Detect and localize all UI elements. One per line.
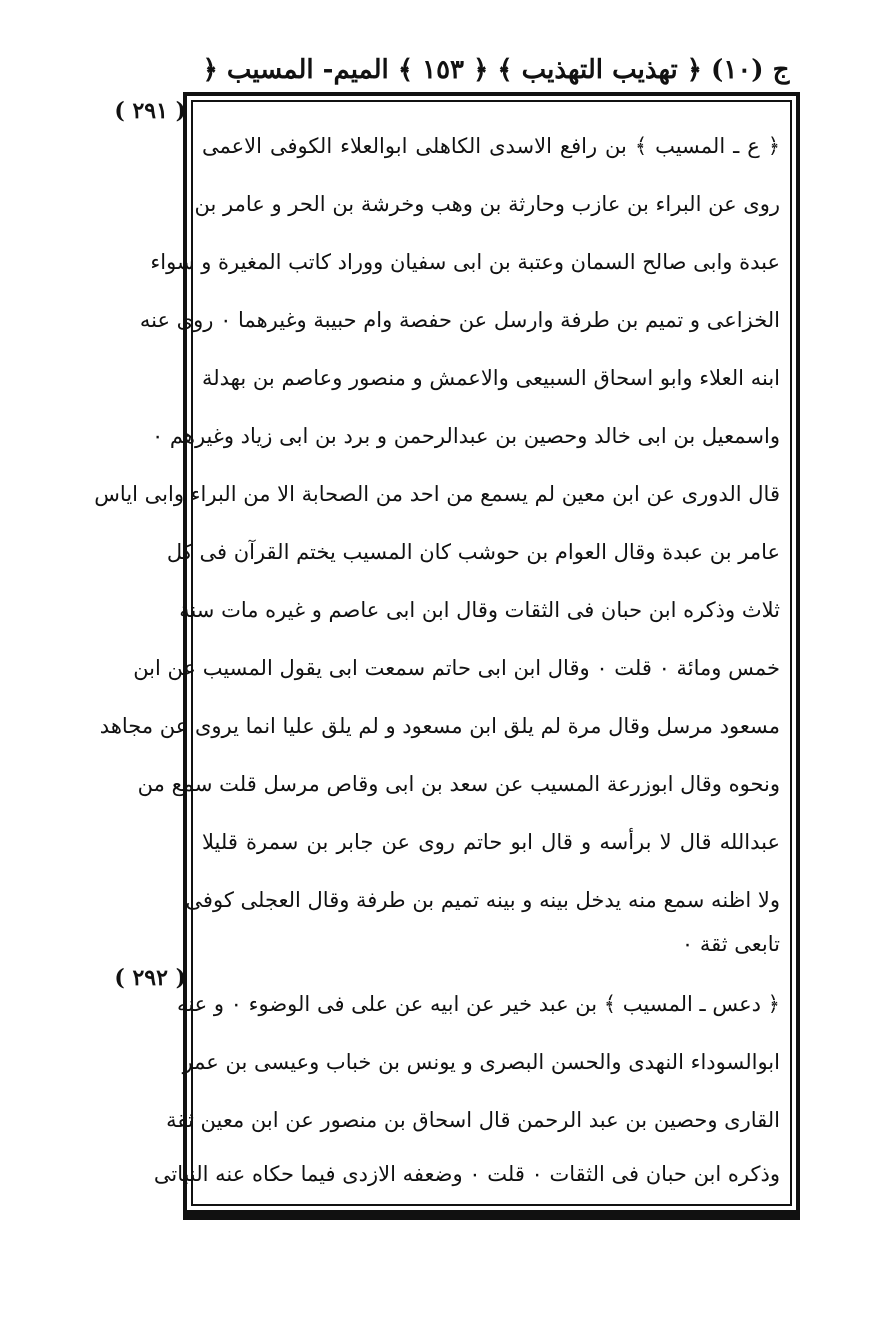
text-line: ابوالسوداء النهدی والحسن البصری و یونس بن خباب وعیسی بن عمر (182, 1050, 780, 1074)
text-line: ابنه العلاء وابو اسحاق السبیعی والاعمش و منصور وعاصم بن بهدلة (202, 366, 780, 390)
text-line: الخزاعی و تمیم بن طرفة وارسل عن حفصة وام حبیبة وغیرهما ۰ روی عنه (139, 308, 780, 332)
text-line: روی عن البراء بن عازب وحارثة بن وهب وخرشة بن الحر و عامر بن (194, 192, 780, 216)
text-line: ﴿ ع ـ المسیب ﴾ بن رافع الاسدی الکاهلی ابوالعلاء الکوفی الاعمی (202, 134, 780, 158)
text-line: عبدالله قال لا برأسه و قال ابو حاتم روی عن جابر بن سمرة قلیلا (202, 830, 780, 854)
text-line: عامر بن عبدة وقال العوام بن حوشب کان المسیب یختم القرآن فی کل (166, 540, 780, 564)
text-line: القاری وحصین بن عبد الرحمن قال اسحاق بن منصور عن ابن معین ثقة (166, 1108, 780, 1132)
text-line: ولا اظنه سمع منه یدخل بینه و بینه تمیم بن طرفة وقال العجلی کوفی (185, 888, 780, 912)
text-line: مسعود مرسل وقال مرة لم یلق ابن مسعود و لم یلق علیا انما یروی عن مجاهد (99, 714, 780, 738)
entry-number: ( ٢٩١ ) (114, 98, 186, 124)
running-header: ج (١٠) ﴿ تهذيب التهذيب ﴾ ﴿ ١٥٣ ﴾ المیم- المسیب ﴿ (202, 55, 790, 85)
text-line: وذکره ابن حبان فی الثقات ۰ قلت ۰ وضعفه الازدی فیما حکاه عنه النباتی (153, 1162, 780, 1186)
entry-number: ( ٢٩٢ ) (114, 965, 186, 991)
text-line: عبدة وابی صالح السمان وعتبة بن ابی سفیان ووراد کاتب المغیرة و سواء (150, 250, 780, 274)
text-line: تابعی ثقة ۰ (681, 932, 780, 956)
text-line: ثلاث وذکره ابن حبان فی الثقات وقال ابن ابی عاصم و غیره مات سنة (179, 598, 780, 622)
text-line: واسمعیل بن ابی خالد وحصین بن عبدالرحمن و برد بن ابی زیاد وغیرهم ۰ (151, 424, 780, 448)
text-line: خمس ومائة ۰ قلت ۰ وقال ابن ابی حاتم سمعت ابی یقول المسیب عن ابن (133, 656, 780, 680)
bottom-border-rule (183, 1214, 800, 1220)
text-line: قال الدوری عن ابن معین لم یسمع من احد من الصحابة الا من البراء وابی ایاس (94, 482, 780, 506)
text-line: ونحوه وقال ابوزرعة المسیب عن سعد بن ابی وقاص مرسل قلت سمع من (137, 772, 780, 796)
text-line: ﴿ دعس ـ المسیب ﴾ بن عبد خیر عن ابیه عن علی فی الوضوء ۰ و عنه (177, 992, 780, 1016)
